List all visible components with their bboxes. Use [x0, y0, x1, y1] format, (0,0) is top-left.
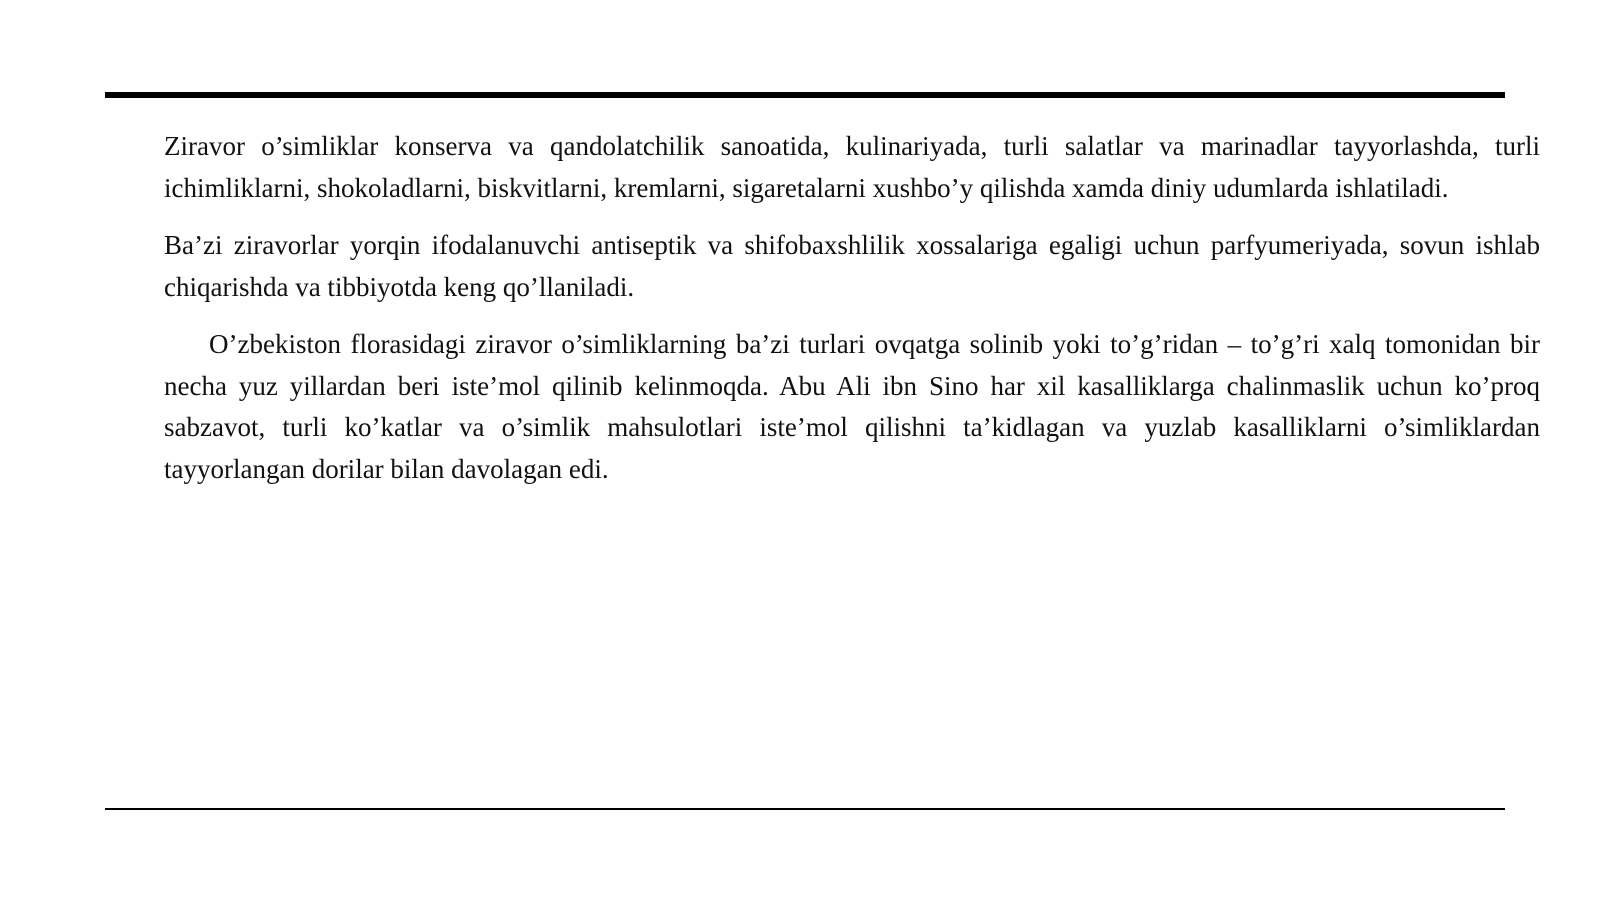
text-body	[164, 126, 1540, 506]
paragraph-1: Ziravor o’simliklar konserva va qandolatchilik sanoatida, kulinariyada, turli salatlar va marinadlar tayyorlashda, turli ichimliklarni, shokoladlarni, biskvitlarni, kremlarni, sigaretalarni xushbo’y qilishda xamda diniy udumlarda ishlatiladi.	[164, 131, 1540, 203]
paragraph-3: O’zbekiston florasidagi ziravor o’simliklarning ba’zi turlari ovqatga solinib yoki to’g’ridan – to’g’ri xalq tomonidan bir necha yuz yillardan beri iste’mol qilinib kelinmoqda. Abu Ali ibn Sino har xil kasalliklarga chalinmaslik uchun ko’proq sabzavot, turli ko’katlar va o’simlik mahsulotlari iste’mol qilishni ta’kidlagan va yuzlab kasalliklarni o’simliklardan tayyorlangan dorilar bilan davolagan edi.	[164, 329, 1540, 484]
top-horizontal-rule	[105, 92, 1505, 98]
paragraph-2: Ba’zi ziravorlar yorqin ifodalanuvchi antiseptik va shifobaxshlilik xossalariga egaligi uchun parfyumeriyada, sovun ishlab chiqarishda va tibbiyotda keng qo’llaniladi.	[164, 230, 1540, 302]
bottom-horizontal-rule	[105, 808, 1505, 810]
